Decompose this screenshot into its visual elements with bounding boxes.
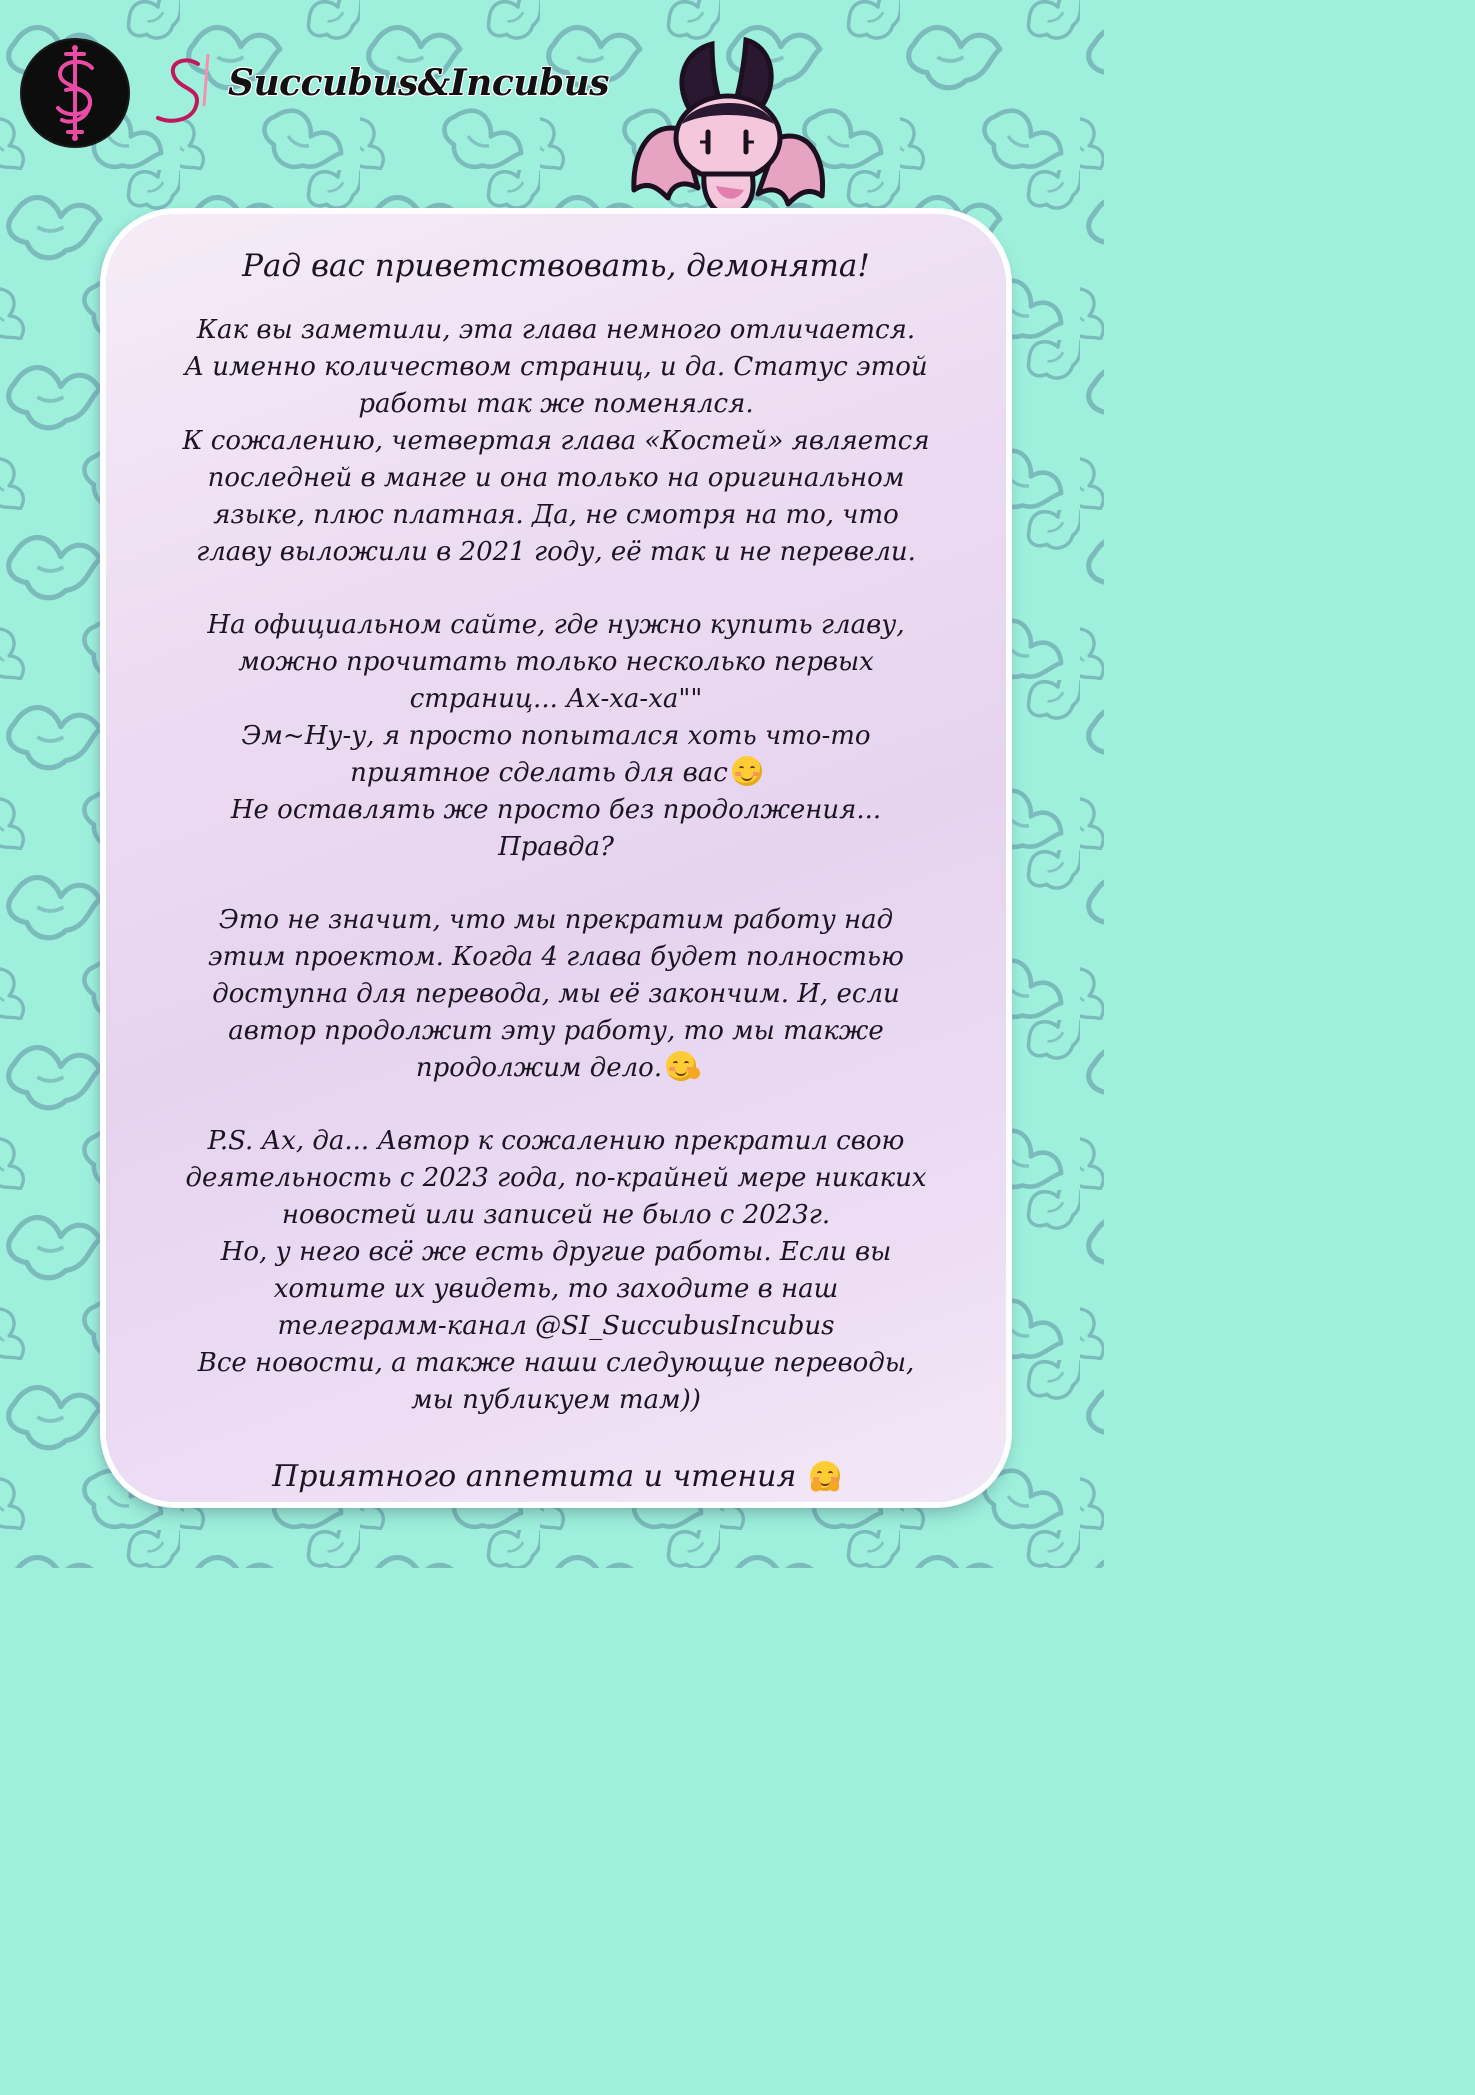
text-line: доступна для перевода, мы её закончим. И, если xyxy=(212,979,900,1009)
text-line: можно прочитать только несколько первых xyxy=(238,647,874,677)
text-line: хотите их увидеть, то заходите в наш xyxy=(273,1274,839,1304)
brand-mark-icon xyxy=(150,46,240,136)
closing-text: Приятного аппетита и чтения xyxy=(272,1459,797,1494)
paragraph-postscript xyxy=(134,1123,978,1419)
closing-line xyxy=(134,1455,978,1499)
text-line: P.S. Ах, да... Автор к сожалению прекратил свою xyxy=(207,1126,905,1156)
text-line: На официальном сайте, где нужно купить главу, xyxy=(207,610,905,640)
text-line xyxy=(134,1050,978,1087)
text-line: Эм~Ну-у, я просто попытался хоть что-то xyxy=(241,721,871,751)
text-line: автор продолжит эту работу, то мы также xyxy=(228,1016,884,1046)
text-line xyxy=(134,755,978,792)
paragraph-official-site xyxy=(134,607,978,866)
telegram-channel-line: телеграмм-канал @SI_SuccubusIncubus xyxy=(277,1311,835,1341)
paragraph-project-continues xyxy=(134,902,978,1087)
text-line: Не оставлять же просто без продолжения... xyxy=(230,795,882,825)
text-line: главу выложили в 2021 году, её так и не перевели. xyxy=(196,537,916,567)
text-line: мы публикуем там)) xyxy=(411,1385,701,1415)
text-line: А именно количеством страниц, и да. Статус этой xyxy=(184,352,928,382)
text-line: новостей или записей не было с 2023г. xyxy=(281,1200,831,1230)
text-line: последней в манге и она только на оригинальном xyxy=(207,463,905,493)
text-line: Это не значит, что мы прекратим работу над xyxy=(218,905,894,935)
text-line: К сожалению, четвертая глава «Костей» является xyxy=(182,426,930,456)
brand-name: Succubus&Incubus xyxy=(228,62,610,104)
greeting-title: Рад вас приветствовать, демонята! xyxy=(242,248,870,284)
text-line: деятельность с 2023 года, по-крайней мере никаких xyxy=(185,1163,927,1193)
text-line: Все новости, а также наши следующие переводы, xyxy=(197,1348,915,1378)
message-content xyxy=(134,232,978,1494)
text-line: этим проектом. Когда 4 глава будет полностью xyxy=(208,942,904,972)
si-logo-icon xyxy=(22,40,128,146)
text-line: Правда? xyxy=(498,832,614,862)
text-line: страниц... Ах-ха-ха"" xyxy=(409,684,703,714)
text-line-content: продолжим дело. xyxy=(415,1053,663,1083)
header xyxy=(22,40,622,140)
text-line: работы так же поменялся. xyxy=(358,389,754,419)
text-line: языке, плюс платная. Да, не смотря на то, что xyxy=(213,500,899,530)
text-line: Но, у него всё же есть другие работы. Если вы xyxy=(220,1237,892,1267)
paragraph-chapter-status xyxy=(134,312,978,571)
smiling-salute-emoji xyxy=(666,1051,696,1081)
text-line: Как вы заметили, эта глава немного отличается. xyxy=(196,315,916,345)
text-line-content: приятное сделать для вас xyxy=(350,758,728,788)
message-card xyxy=(106,214,1006,1502)
hugging-face-emoji xyxy=(810,1461,840,1491)
blushing-smile-emoji xyxy=(732,756,762,786)
